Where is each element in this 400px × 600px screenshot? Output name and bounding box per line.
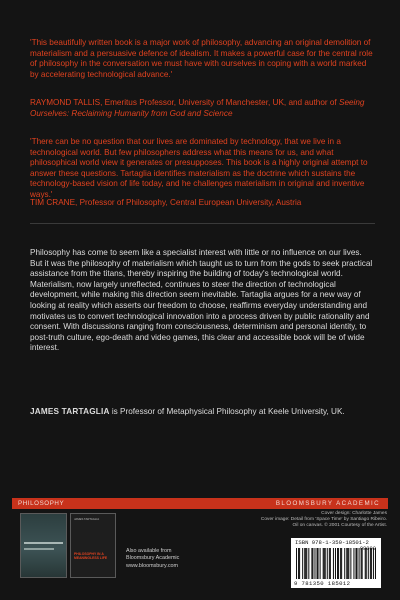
credit-line: Cover design: Charlotte James [321, 511, 387, 516]
related-book-cover-1 [20, 513, 67, 578]
related-book-cover-2 [70, 513, 116, 578]
barcode-bar [350, 548, 351, 579]
endorser-name-1: RAYMOND TALLIS [30, 98, 101, 107]
barcode-bar [302, 548, 303, 579]
endorser-detail-1: , Emeritus Professor, University of Manchester, UK, and author of [100, 98, 339, 107]
author-bio-text: is Professor of Metaphysical Philosophy at Keele University, UK. [109, 407, 345, 416]
also-available-line: Also available from [126, 548, 172, 554]
author-bio [30, 407, 375, 418]
barcode-bar [370, 548, 371, 579]
credit-line: Cover image: Detail from 'Space Time' by Santiago Ribeiro. [260, 517, 387, 522]
isbn-label: ISBN 978-1-350-18501-2 [295, 539, 369, 546]
cover-art-stripe [24, 542, 63, 544]
barcode-bar [325, 548, 326, 579]
category-publisher-bar [12, 498, 388, 509]
barcode-bar [357, 548, 358, 579]
barcode-bar [344, 548, 345, 579]
barcode-bar [296, 548, 297, 579]
barcode-bar [335, 548, 336, 579]
barcode-bar [373, 548, 374, 579]
barcode-bar [320, 548, 321, 579]
barcode-bar [333, 548, 334, 579]
barcode-bar [317, 548, 318, 579]
category-label: PHILOSOPHY [18, 500, 65, 507]
endorsement-attribution-1 [30, 98, 375, 119]
barcode-bar [318, 548, 319, 579]
endorser-work-1: Seeing Ourselves: Reclaiming Humanity from God and Science [30, 98, 365, 118]
endorsement-quote-1: 'This beautifully written book is a major work of philosophy, advancing an original demolition of materialism and a persuasive defence of idealism. It makes a powerful case for the central role of philosophy in the conversation we must have with ourselves in coping with a world marked by accelerating technological advance.' [30, 38, 373, 79]
also-available-line: Bloomsbury Academic [126, 555, 180, 562]
barcode-bar [361, 548, 362, 579]
cover-credits [187, 511, 387, 529]
section-divider [30, 223, 375, 224]
barcode-bar [308, 548, 309, 579]
barcode-bar [304, 548, 305, 579]
barcode-bar [340, 548, 341, 579]
barcode-bar [366, 548, 367, 579]
barcode-bar [355, 548, 356, 579]
barcode-bar [324, 548, 325, 579]
cover-art-stripe [24, 548, 54, 550]
credit-line: Oil on canvas. © 2001 Courtesy of the Artist. [292, 523, 387, 528]
barcode-bar [312, 548, 313, 579]
barcode-bar [368, 548, 369, 579]
barcode-bar [371, 548, 372, 579]
barcode-bar [375, 548, 376, 579]
barcode-bar [327, 548, 328, 579]
book-description: Philosophy has come to seem like a specialist interest with little or no influence on our lives. But it was the philosophy of materialism which taught us to turn from the gods to seek practical assistance from the titans, thereby inspiring the building of today's technological world. Materialism, now largely unreflected, continues to steer the direction of technological development, while making this direction seem inevitable. Tartaglia argues for a new way of looking at reality which asserts our freedom to choose, reaffirms everyday understanding and motivates us to convert technological innovation into a process driven by public rationality and consent. With discussions ranging from consciousness, determinism and personal identity, to post-truth culture, ego-death and video games, this clear and accessible book will be of wide interest. [30, 248, 373, 353]
barcode-bar [306, 548, 307, 579]
barcode-bar [362, 548, 363, 579]
endorsement-attribution-2 [30, 198, 375, 209]
related-book-author: JAMES TARTAGLIA [74, 517, 100, 521]
barcode-bar [338, 548, 339, 579]
barcode-bar [337, 548, 338, 579]
barcode-bar [329, 548, 330, 579]
barcode-bar [314, 548, 315, 579]
barcode-bar [298, 548, 299, 579]
barcode-bar [359, 548, 360, 579]
barcode-bar [341, 548, 342, 579]
publisher-website: www.bloomsbury.com [126, 562, 179, 569]
author-name: JAMES TARTAGLIA [30, 407, 110, 416]
publisher-label: BLOOMSBURY ACADEMIC [275, 500, 380, 507]
barcode-bar [353, 548, 354, 579]
barcode-bar [305, 548, 306, 579]
isbn-digits: 9 781350 185012 [294, 580, 351, 587]
barcode-bar [348, 548, 349, 579]
endorser-detail-2: , Professor of Philosophy, Central European University, Austria [75, 198, 302, 207]
barcode-graphic [296, 548, 376, 579]
also-available-note [126, 548, 236, 570]
barcode-bar [311, 548, 312, 579]
barcode-bar [299, 548, 300, 579]
isbn-barcode-box [291, 538, 381, 588]
endorser-name-2: TIM CRANE [30, 198, 76, 207]
barcode-bar [323, 548, 324, 579]
barcode-bar [330, 548, 331, 579]
barcode-bar [365, 548, 366, 579]
barcode-bar [346, 548, 347, 579]
related-book-title: PHILOSOPHY IN A MEANINGLESS LIFE [74, 552, 108, 560]
barcode-bar [347, 548, 348, 579]
endorsement-quote-2: 'There can be no question that our lives are dominated by technology, that we live in a technological world. But few philosophers address what this means for us, and what philosophical world view it generates or presupposes. This book is a highly original attempt to answer these questions. Tartaglia identifies materialism as the doctrine which sustains the technology-based vision of life today, and he challenges materialism in original and inventive ways.' [30, 137, 368, 199]
